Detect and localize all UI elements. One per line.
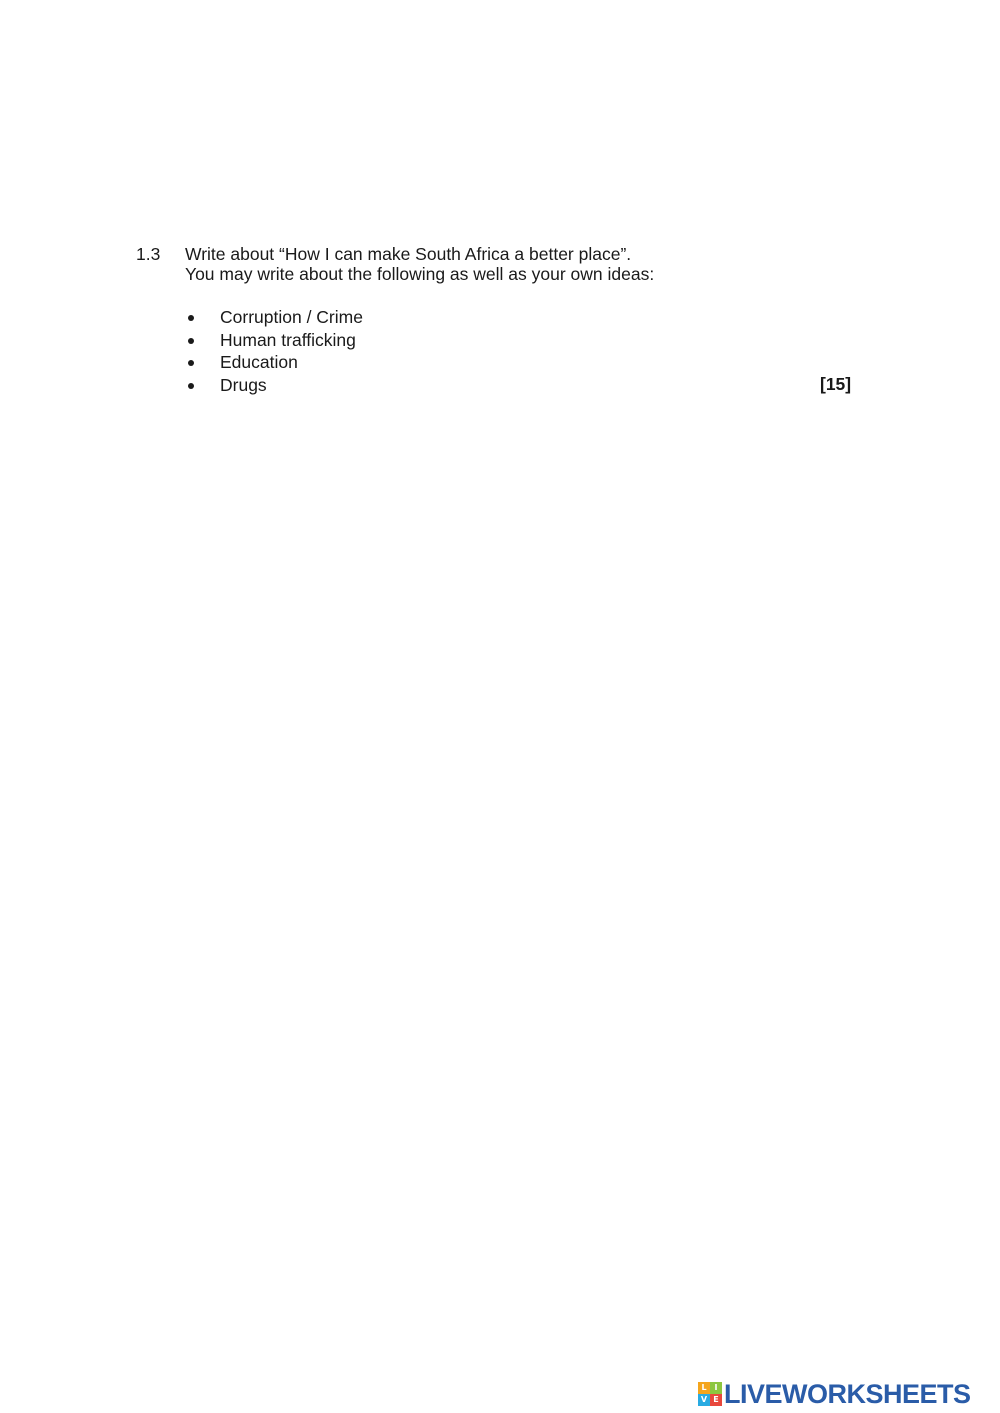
topic-label: Drugs (220, 374, 267, 395)
question-prompt-line-2: You may write about the following as well as your own ideas: (185, 264, 655, 284)
logo-letter: E (710, 1394, 722, 1406)
bullet-icon (188, 360, 194, 366)
bullet-icon (188, 315, 194, 321)
question-prompt (185, 244, 654, 284)
brand-wordmark: LIVEWORKSHEETS (724, 1379, 971, 1409)
logo-letter: L (698, 1382, 710, 1394)
logo-letter: I (710, 1382, 722, 1394)
topic-label: Corruption / Crime (220, 307, 363, 327)
liveworksheets-brand (698, 1380, 971, 1408)
marks-total: [15] (820, 374, 852, 394)
logo-letter: V (698, 1394, 710, 1406)
question-prompt-line-1: Write about “How I can make South Africa a better place”. (185, 244, 632, 264)
topic-label: Education (220, 352, 298, 372)
question-number: 1.3 (136, 244, 161, 264)
topic-label: Human trafficking (220, 329, 356, 350)
liveworksheets-logo-icon (698, 1382, 722, 1406)
bullet-icon (188, 338, 194, 344)
bullet-icon (188, 383, 194, 389)
